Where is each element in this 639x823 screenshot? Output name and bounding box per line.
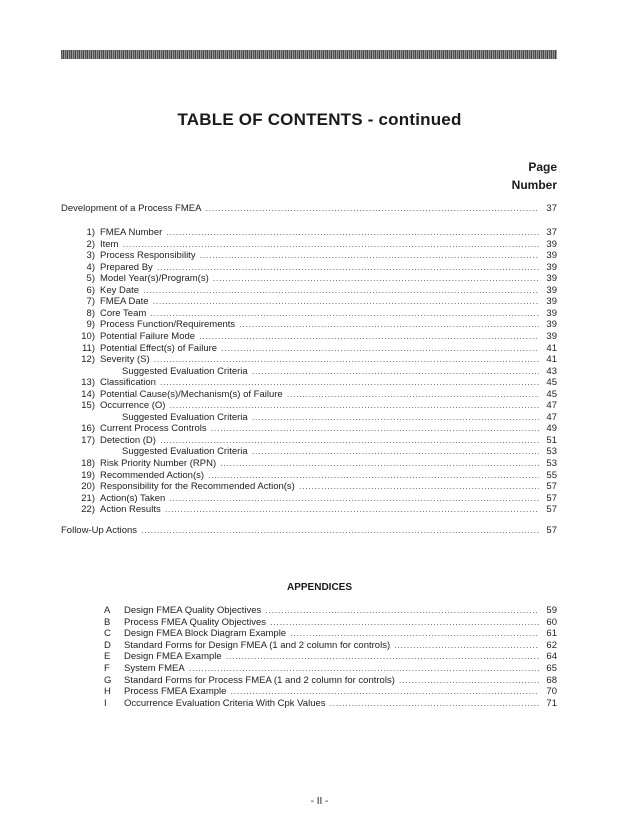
toc-entry-number: 1) <box>86 227 95 238</box>
toc-entry-page: 39 <box>546 330 557 342</box>
toc-entry-page: 51 <box>546 434 557 446</box>
toc-entry <box>73 470 557 482</box>
appendix-letter: D <box>104 639 111 651</box>
toc-entry <box>73 239 557 251</box>
toc-entry-number: 7) <box>86 296 95 308</box>
appendix-letter: C <box>104 628 111 640</box>
page-label: Page <box>528 160 557 174</box>
toc-entry <box>73 250 557 262</box>
toc-entry-number: 17) <box>81 434 95 446</box>
leader-dots <box>143 285 539 297</box>
appendix-page: 64 <box>546 651 557 663</box>
toc-entry-label: Occurrence (O) <box>100 400 166 412</box>
toc-entry-label: Potential Effect(s) of Failure <box>100 342 218 354</box>
toc-entry-number <box>73 412 95 424</box>
appendix-page: 70 <box>546 686 557 698</box>
toc-entry-label: Model Year(s)/Program(s) <box>100 273 209 285</box>
toc-entry-label: Detection (D) <box>100 434 156 446</box>
toc-entry <box>73 285 557 297</box>
toc-entry-label: Responsibility for the Recommended Action(s) <box>100 481 295 493</box>
toc-entry-label: Potential Cause(s)/Mechanism(s) of Failure <box>100 388 283 400</box>
toc-entry-page: 39 <box>546 250 557 262</box>
leader-dots <box>270 617 539 629</box>
toc-entry-page: 39 <box>546 284 557 296</box>
toc-entry-label: Process Responsibility <box>100 250 196 262</box>
leader-dots <box>290 628 539 640</box>
toc-entry-label: Prepared By <box>100 261 153 273</box>
toc-entry-label: Severity (S) <box>100 354 150 366</box>
appendix-letter: A <box>104 605 111 616</box>
toc-entry-page: 45 <box>546 388 557 400</box>
leader-dots <box>213 273 539 285</box>
toc-entry-label: Action(s) Taken <box>100 492 166 504</box>
appendices-title: APPENDICES <box>286 582 352 593</box>
toc-entry-page: 43 <box>546 365 557 377</box>
toc-entry-page: 39 <box>546 238 557 250</box>
toc-entry <box>73 354 557 366</box>
appendix-letter: H <box>104 686 111 698</box>
leader-dots <box>189 663 539 675</box>
toc-entry-label: Classification <box>100 377 156 389</box>
toc-entry-number: 13) <box>81 377 95 389</box>
leader-dots <box>330 698 539 710</box>
appendix-entry <box>104 605 557 617</box>
appendix-letter: I <box>104 697 107 709</box>
toc-entry-label: Item <box>100 238 119 250</box>
toc-entry-label: Current Process Controls <box>100 423 207 435</box>
toc-entry-page: 53 <box>546 446 557 458</box>
appendix-label: Design FMEA Block Diagram Example <box>124 628 287 640</box>
toc-entry-number: 12) <box>81 354 95 366</box>
toc-entry <box>73 262 557 274</box>
appendix-entry <box>104 651 557 663</box>
appendix-label: Standard Forms for Process FMEA (1 and 2 column for controls) <box>124 674 395 686</box>
toc-entry-label: FMEA Date <box>100 296 149 308</box>
toc-entry-number: 20) <box>81 481 95 493</box>
toc-entry-page: 57 <box>546 481 557 493</box>
page-footer-number: - II - <box>310 796 329 807</box>
appendix-label: System FMEA <box>124 663 185 674</box>
appendix-label: Process FMEA Example <box>124 686 227 698</box>
leader-dots <box>154 354 539 366</box>
toc-entry-page: 57 <box>546 525 557 536</box>
toc-entry-label: Suggested Evaluation Criteria <box>122 365 248 377</box>
leader-dots <box>394 640 539 652</box>
toc-entry-label: Potential Failure Mode <box>100 330 196 342</box>
appendix-page: 61 <box>546 628 557 640</box>
leader-dots <box>208 470 539 482</box>
toc-entry-label: FMEA Number <box>100 227 163 238</box>
page-title: TABLE OF CONTENTS - continued <box>177 110 462 129</box>
leader-dots <box>160 435 539 447</box>
toc-entry <box>73 400 557 412</box>
appendix-letter: E <box>104 651 111 663</box>
toc-entry-number: 14) <box>81 388 95 400</box>
appendix-entry <box>104 628 557 640</box>
appendix-entry <box>104 640 557 652</box>
toc-entry-page: 57 <box>546 492 557 504</box>
toc-entry-page: 41 <box>546 342 557 354</box>
leader-dots <box>141 525 539 537</box>
toc-entry-page: 49 <box>546 423 557 435</box>
toc-entry-label: Key Date <box>100 284 140 296</box>
appendix-page: 65 <box>546 663 557 674</box>
toc-entry-development <box>61 203 557 215</box>
leader-dots <box>230 686 539 698</box>
toc-entry-number <box>73 366 95 378</box>
toc-entry-number: 18) <box>81 458 95 469</box>
toc-entry <box>73 308 557 320</box>
toc-entry-number: 10) <box>81 330 95 342</box>
appendix-page: 62 <box>546 639 557 651</box>
toc-entry <box>73 423 557 435</box>
toc-entry <box>73 296 557 308</box>
leader-dots <box>157 262 539 274</box>
leader-dots <box>226 651 539 663</box>
toc-entry-page: 41 <box>546 354 557 366</box>
toc-entry <box>73 331 557 343</box>
appendix-page: 71 <box>546 697 557 709</box>
leader-dots <box>220 458 539 470</box>
appendix-page: 59 <box>546 605 557 616</box>
toc-entry <box>73 504 557 516</box>
toc-entry <box>73 377 557 389</box>
toc-entry <box>73 446 557 458</box>
appendix-page: 60 <box>546 616 557 628</box>
leader-dots <box>169 493 539 505</box>
appendix-label: Design FMEA Quality Objectives <box>124 605 262 616</box>
toc-entry-number <box>73 446 95 458</box>
toc-entry-label: Follow-Up Actions <box>61 525 138 536</box>
leader-dots <box>287 389 539 401</box>
appendix-label: Design FMEA Example <box>124 651 222 663</box>
toc-entry <box>73 366 557 378</box>
appendix-label: Process FMEA Quality Objectives <box>124 616 267 628</box>
toc-entry <box>73 458 557 470</box>
toc-entry-number: 22) <box>81 504 95 516</box>
appendix-letter: B <box>104 616 111 628</box>
appendix-page: 68 <box>546 674 557 686</box>
toc-entry <box>73 389 557 401</box>
toc-entry-page: 39 <box>546 307 557 319</box>
number-label: Number <box>511 178 557 192</box>
toc-entry <box>73 412 557 424</box>
toc-entry-number: 8) <box>86 307 95 319</box>
toc-entry-label: Core Team <box>100 307 147 319</box>
leader-dots <box>205 203 539 215</box>
toc-entry-followup <box>61 525 557 537</box>
leader-dots <box>221 343 539 355</box>
leader-dots <box>169 400 539 412</box>
toc-entry-number: 16) <box>81 423 95 435</box>
leader-dots <box>399 675 539 687</box>
toc-entry-number: 11) <box>81 342 95 354</box>
appendix-label: Occurrence Evaluation Criteria With Cpk Values <box>124 697 326 709</box>
toc-entry-label: Development of a Process FMEA <box>61 203 202 214</box>
appendix-entry <box>104 686 557 698</box>
toc-entry <box>73 273 557 285</box>
toc-entry-page: 39 <box>546 296 557 308</box>
toc-entry <box>73 319 557 331</box>
leader-dots <box>199 331 539 343</box>
toc-entry-page: 47 <box>546 411 557 423</box>
toc-entry-label: Action Results <box>100 504 161 516</box>
toc-entry <box>73 435 557 447</box>
toc-entry-number: 5) <box>86 273 95 285</box>
toc-entry-number: 9) <box>86 319 95 331</box>
toc-entry-number: 19) <box>81 469 95 481</box>
toc-entry-label: Recommended Action(s) <box>100 469 205 481</box>
toc-entry-number: 3) <box>86 250 95 262</box>
appendix-letter: G <box>104 674 112 686</box>
leader-dots <box>265 605 539 617</box>
toc-entry-label: Process Function/Requirements <box>100 319 236 331</box>
appendix-entry <box>104 617 557 629</box>
leader-dots <box>211 423 539 435</box>
appendix-entry <box>104 675 557 687</box>
toc-entry <box>73 343 557 355</box>
toc-entry-number: 6) <box>86 284 95 296</box>
leader-dots <box>200 250 539 262</box>
toc-entry-page: 55 <box>546 469 557 481</box>
appendix-entry <box>104 698 557 710</box>
appendix-letter: F <box>104 663 110 674</box>
toc-entry-page: 47 <box>546 400 557 412</box>
leader-dots <box>166 227 539 239</box>
leader-dots <box>239 319 539 331</box>
leader-dots <box>252 446 539 458</box>
toc-entry-page: 45 <box>546 377 557 389</box>
leader-dots <box>153 296 539 308</box>
toc-entry <box>73 493 557 505</box>
toc-entry-number: 15) <box>81 400 95 412</box>
toc-entry-page: 37 <box>546 203 557 214</box>
leader-dots <box>160 377 539 389</box>
toc-entry-number: 2) <box>86 238 95 250</box>
appendix-label: Standard Forms for Design FMEA (1 and 2 column for controls) <box>124 639 391 651</box>
leader-dots <box>150 308 539 320</box>
toc-entry-label: Risk Priority Number (RPN) <box>100 458 217 469</box>
page-number-header <box>512 158 557 194</box>
toc-entry-page: 57 <box>546 504 557 516</box>
leader-dots <box>252 366 539 378</box>
toc-entry-page: 53 <box>546 458 557 469</box>
top-decorative-rule <box>61 50 557 59</box>
appendix-entry <box>104 663 557 675</box>
toc-entry-page: 39 <box>546 261 557 273</box>
toc-entry-label: Suggested Evaluation Criteria <box>122 411 248 423</box>
toc-entry <box>73 481 557 493</box>
toc-entry-page: 37 <box>546 227 557 238</box>
toc-entry-number: 4) <box>86 261 95 273</box>
leader-dots <box>299 481 539 493</box>
toc-entry-page: 39 <box>546 273 557 285</box>
leader-dots <box>122 239 539 251</box>
toc-entry <box>73 227 557 239</box>
leader-dots <box>165 504 539 516</box>
leader-dots <box>252 412 539 424</box>
toc-entry-label: Suggested Evaluation Criteria <box>122 446 248 458</box>
toc-entry-page: 39 <box>546 319 557 331</box>
toc-entry-number: 21) <box>81 492 95 504</box>
